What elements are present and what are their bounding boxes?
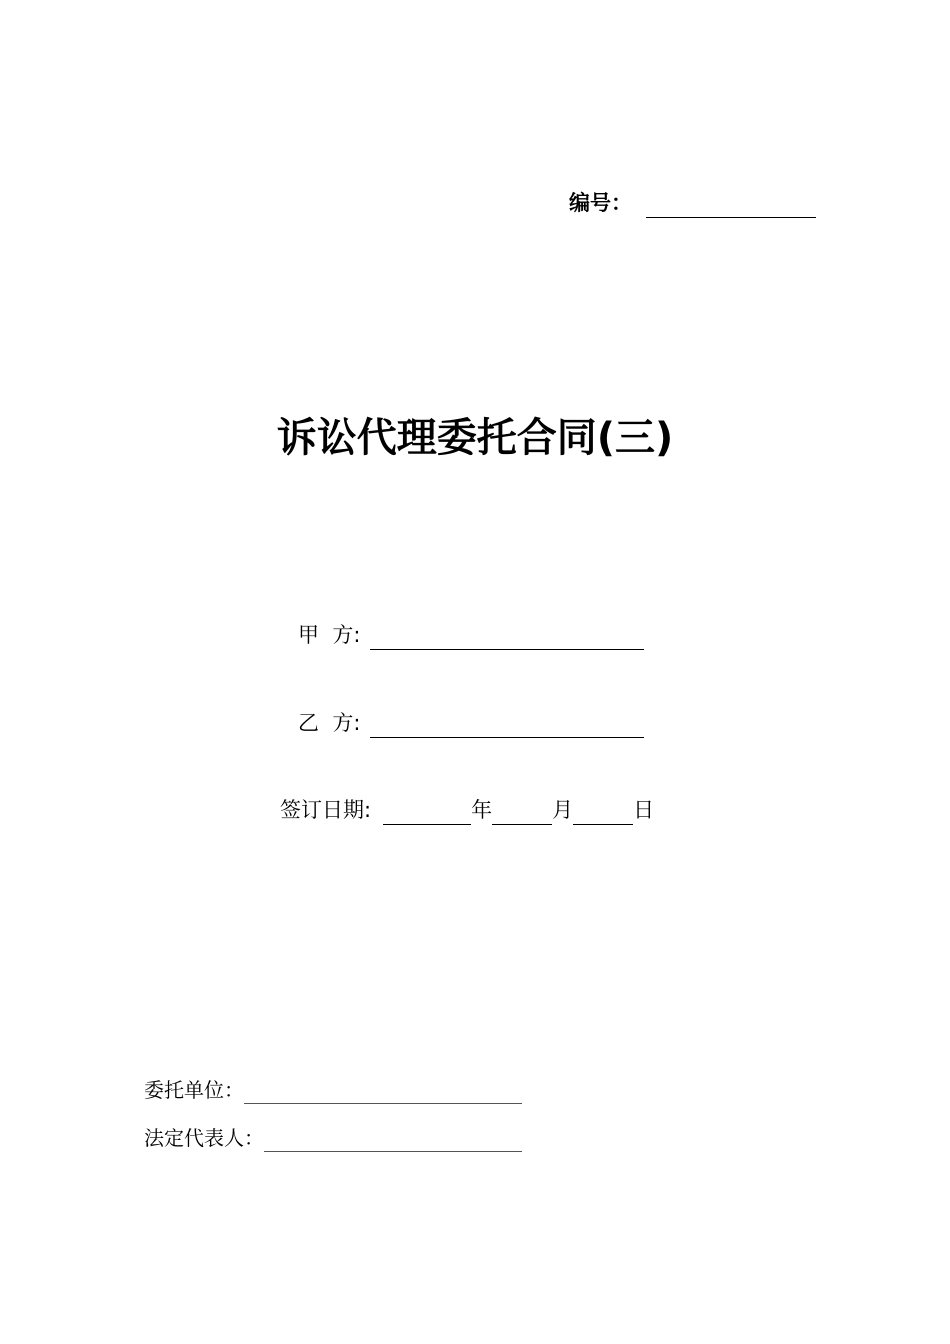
document-title: 诉讼代理委托合同(三) bbox=[276, 415, 674, 461]
serial-number-label: 编号： bbox=[569, 191, 632, 215]
sign-date-label: 签订日期: bbox=[280, 798, 372, 822]
serial-number-line bbox=[569, 188, 816, 218]
entrusting-unit-blank[interactable] bbox=[244, 1081, 522, 1104]
party-b-line bbox=[298, 708, 644, 738]
entrusting-unit-line bbox=[144, 1076, 522, 1104]
sign-date-year-label: 年 bbox=[471, 798, 493, 822]
sign-date-year-blank[interactable] bbox=[383, 800, 471, 825]
party-a-label: 甲 方: bbox=[298, 623, 361, 647]
party-a-blank[interactable] bbox=[370, 625, 644, 650]
party-b-blank[interactable] bbox=[370, 713, 644, 738]
serial-number-blank[interactable] bbox=[646, 193, 816, 218]
legal-representative-line bbox=[144, 1124, 522, 1152]
party-a-line bbox=[298, 620, 644, 650]
party-b-label: 乙 方: bbox=[298, 711, 361, 735]
sign-date-month-label: 月 bbox=[552, 798, 574, 822]
sign-date-day-label: 日 bbox=[633, 798, 655, 822]
sign-date-day-blank[interactable] bbox=[573, 800, 633, 825]
sign-date-line bbox=[280, 795, 654, 825]
sign-date-month-blank[interactable] bbox=[492, 800, 552, 825]
entrusting-unit-label: 委托单位： bbox=[144, 1078, 244, 1102]
legal-representative-label: 法定代表人： bbox=[144, 1126, 264, 1150]
legal-representative-blank[interactable] bbox=[264, 1129, 522, 1152]
